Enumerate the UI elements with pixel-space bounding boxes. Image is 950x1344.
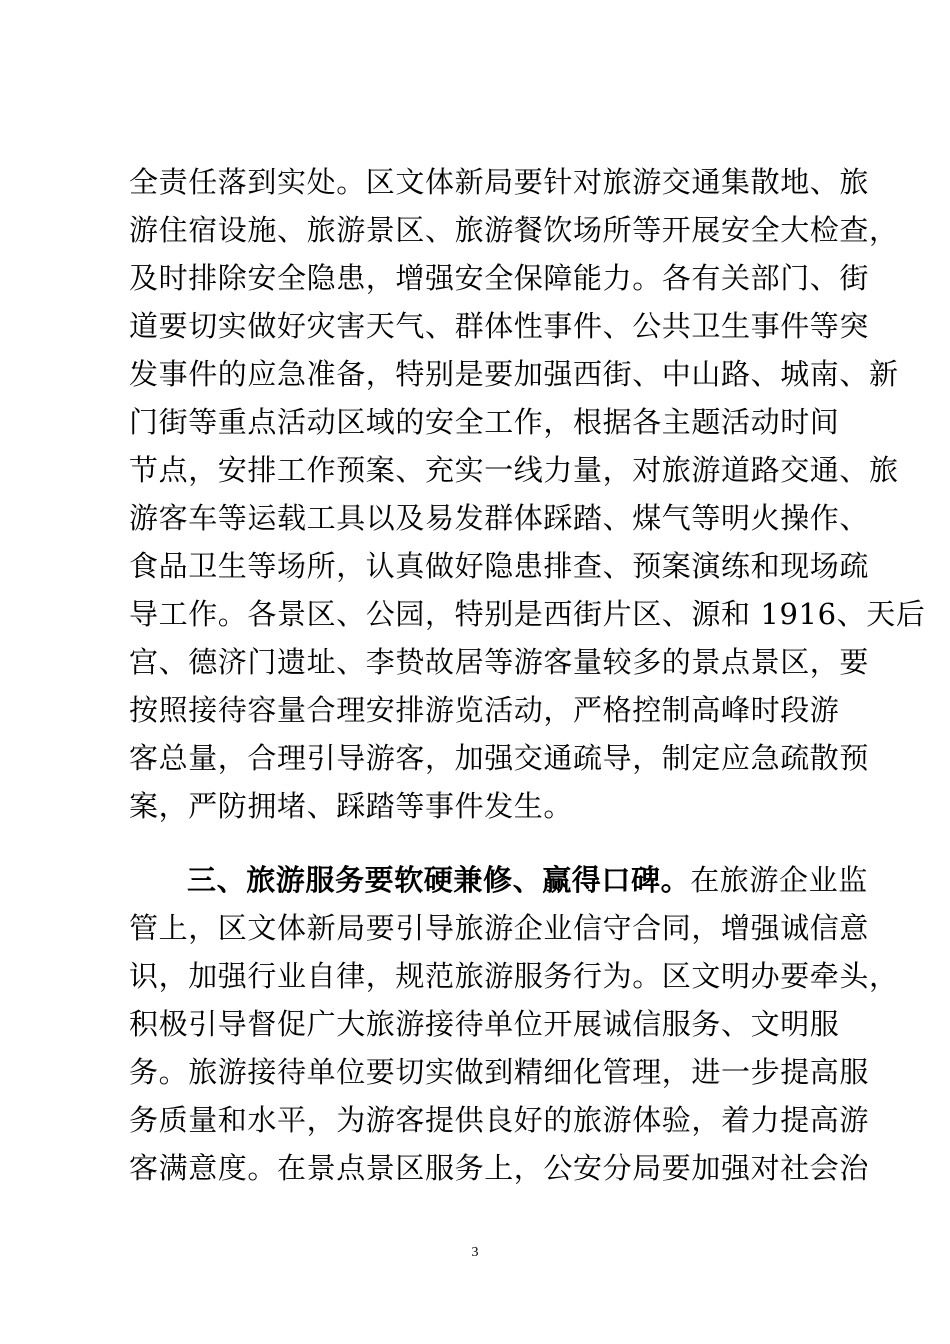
text-line: 道要切实做好灾害天气、群体性事件、公共卫生事件等突: [129, 309, 870, 343]
text-line: 导工作。各景区、公园，特别是西街片区、源和 1916、天后: [129, 597, 926, 631]
text-line: 客满意度。在景点景区服务上，公安分局要加强对社会治: [129, 1151, 870, 1185]
text-line: 食品卫生等场所，认真做好隐患排查、预案演练和现场疏: [129, 549, 870, 583]
text-line: 宫、德济门遗址、李贽故居等游客量较多的景点景区，要: [129, 645, 870, 679]
page-number: 3: [471, 1245, 479, 1260]
text-line: 识，加强行业自律，规范旅游服务行为。区文明办要牵头，: [129, 959, 899, 993]
text-line: 客总量，合理引导游客，加强交通疏导，制定应急疏散预: [129, 741, 870, 775]
text-line: 游住宿设施、旅游景区、旅游餐饮场所等开展安全大检查，: [129, 213, 899, 247]
section-heading: 三、旅游服务要软硬兼修、赢得口碑。: [187, 863, 691, 897]
text-line: 务。旅游接待单位要切实做到精细化管理，进一步提高服: [129, 1055, 870, 1089]
text-line: 门街等重点活动区域的安全工作，根据各主题活动时间: [129, 405, 840, 439]
text-line: 及时排除安全隐患，增强安全保障能力。各有关部门、街: [129, 261, 870, 295]
text-line: 游客车等运载工具以及易发群体踩踏、煤气等明火操作、: [129, 501, 870, 535]
section-heading-line: [187, 860, 868, 900]
text-line: 积极引导督促广大旅游接待单位开展诚信服务、文明服: [129, 1007, 840, 1041]
text-line: 案，严防拥堵、踩踏等事件发生。: [129, 789, 574, 823]
text-line: 全责任落到实处。区文体新局要针对旅游交通集散地、旅: [129, 165, 870, 199]
text-line: 发事件的应急准备，特别是要加强西街、中山路、城南、新: [129, 357, 899, 391]
text-line: 务质量和水平，为游客提供良好的旅游体验，着力提高游: [129, 1103, 870, 1137]
section-heading-continuation: 在旅游企业监: [690, 863, 868, 897]
text-line: 节点，安排工作预案、充实一线力量，对旅游道路交通、旅: [129, 453, 899, 487]
text-line: 按照接待容量合理安排游览活动，严格控制高峰时段游: [129, 693, 840, 727]
text-line: 管上，区文体新局要引导旅游企业信守合同，增强诚信意: [129, 911, 870, 945]
